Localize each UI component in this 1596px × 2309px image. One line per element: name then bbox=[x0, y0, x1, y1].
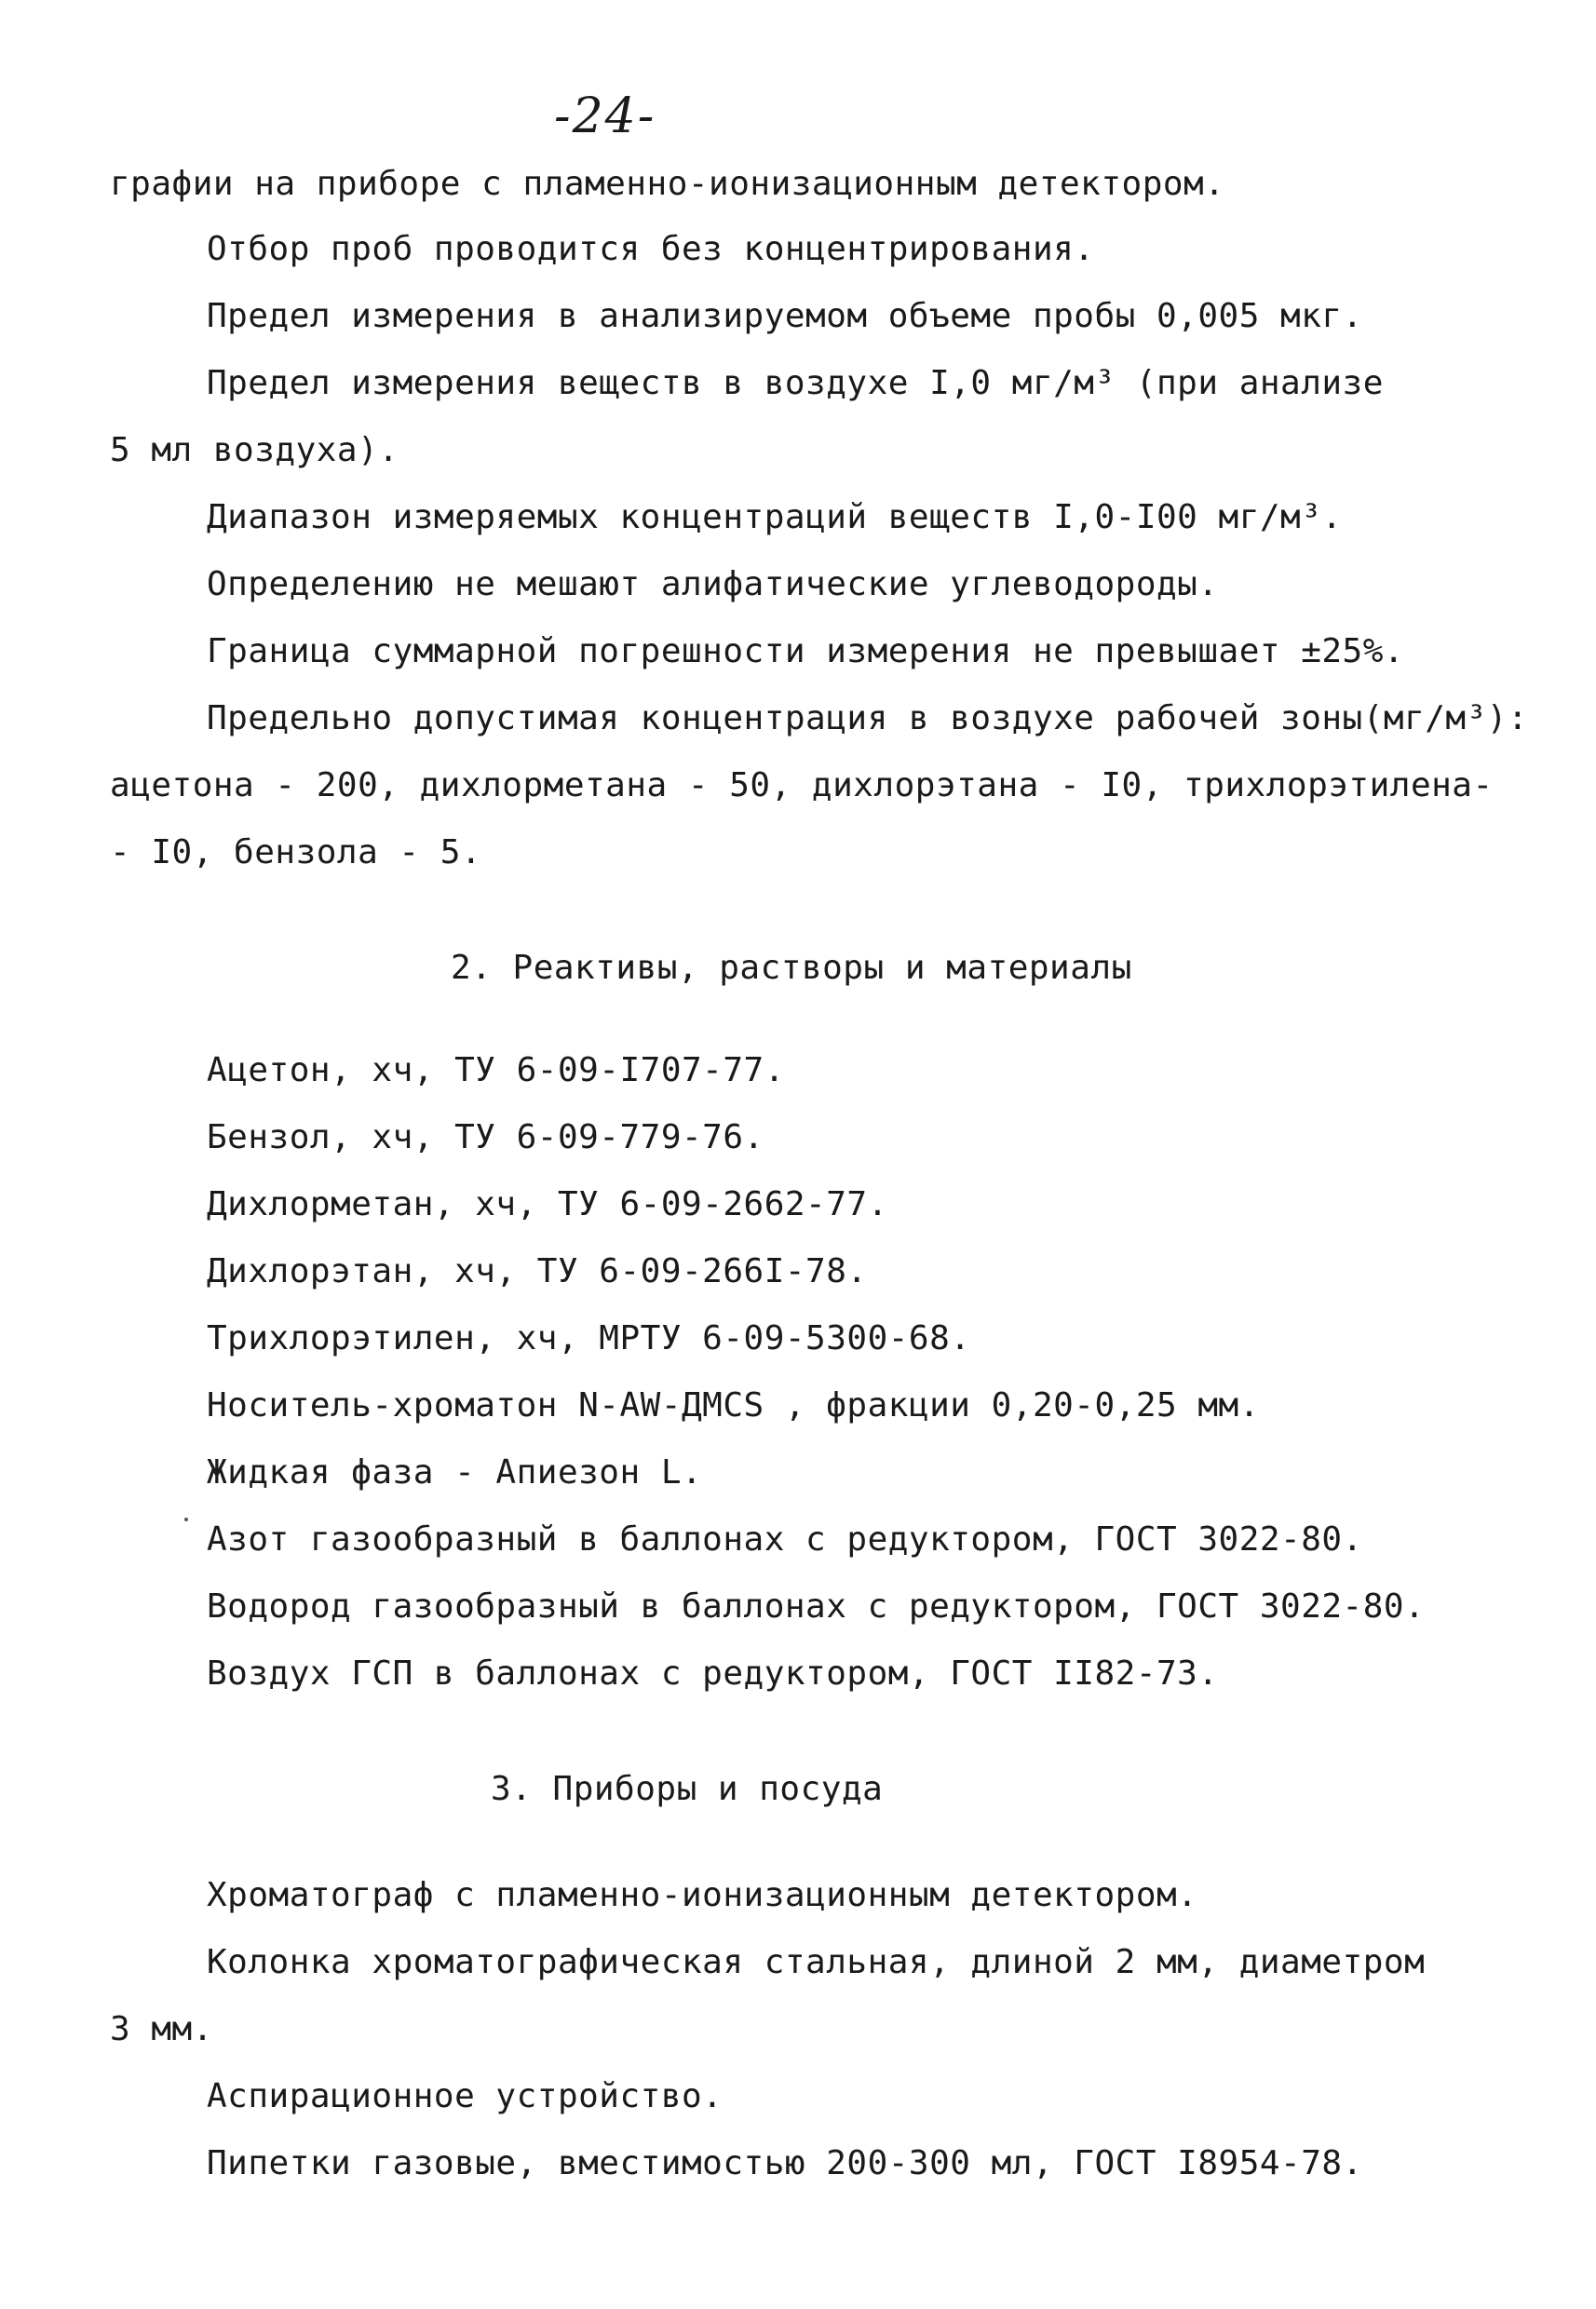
text-line: Предельно допустимая концентрация в воздухе рабочей зоны(мг/м³): bbox=[207, 699, 1529, 737]
list-item: Бензол, хч, ТУ 6-09-779-76. bbox=[207, 1118, 764, 1156]
text-line: Предел измерения веществ в воздухе I,0 мг/м³ (при анализе bbox=[207, 364, 1384, 402]
section-heading: 2. Реактивы, растворы и материалы bbox=[451, 949, 1132, 987]
list-item: Воздух ГСП в баллонах с редуктором, ГОСТ II82-73. bbox=[207, 1654, 1219, 1693]
stray-mark bbox=[184, 1518, 188, 1521]
list-item: Дихлорэтан, хч, ТУ 6-09-266I-78. bbox=[207, 1252, 868, 1290]
text-line: 5 мл воздуха). bbox=[110, 431, 399, 469]
text-line: Диапазон измеряемых концентраций веществ I,0-I00 мг/м³. bbox=[207, 498, 1343, 536]
list-item: Дихлорметан, хч, ТУ 6-09-2662-77. bbox=[207, 1185, 888, 1223]
text-line: - I0, бензола - 5. bbox=[110, 833, 482, 871]
text-line: Отбор проб проводится без концентрирования. bbox=[207, 230, 1095, 268]
list-item: Колонка хроматографическая стальная, длиной 2 мм, диаметром bbox=[207, 1943, 1426, 1981]
page-number: -24- bbox=[554, 88, 656, 144]
list-item: Трихлорэтилен, хч, МРТУ 6-09-5300-68. bbox=[207, 1319, 971, 1357]
list-item: Хроматограф с пламенно-ионизационным детектором. bbox=[207, 1876, 1198, 1914]
list-item: Пипетки газовые, вместимостью 200-300 мл, ГОСТ I8954-78. bbox=[207, 2144, 1363, 2182]
list-item: Ацетон, хч, ТУ 6-09-I707-77. bbox=[207, 1051, 785, 1089]
text-line: Определению не мешают алифатические углеводороды. bbox=[207, 565, 1219, 603]
list-item: Жидкая фаза - Апиезон L. bbox=[207, 1453, 703, 1492]
list-item: Носитель-хроматон N-AW-ДМСS , фракции 0,20-0,25 мм. bbox=[207, 1386, 1260, 1425]
section-heading: 3. Приборы и посуда bbox=[491, 1770, 884, 1808]
list-item: 3 мм. bbox=[110, 2010, 213, 2048]
text-line: Предел измерения в анализируемом объеме пробы 0,005 мкг. bbox=[207, 297, 1363, 335]
list-item: Азот газообразный в баллонах с редуктором, ГОСТ 3022-80. bbox=[207, 1520, 1363, 1559]
text-line: ацетона - 200, дихлорметана - 50, дихлорэтана - I0, трихлорэтилена- bbox=[110, 766, 1494, 804]
text-line: Граница суммарной погрешности измерения не превышает ±25%. bbox=[207, 632, 1405, 670]
list-item: Аспирационное устройство. bbox=[207, 2077, 724, 2115]
text-line: графии на приборе с пламенно-ионизационным детектором. bbox=[110, 165, 1225, 203]
list-item: Водород газообразный в баллонах с редуктором, ГОСТ 3022-80. bbox=[207, 1587, 1426, 1626]
